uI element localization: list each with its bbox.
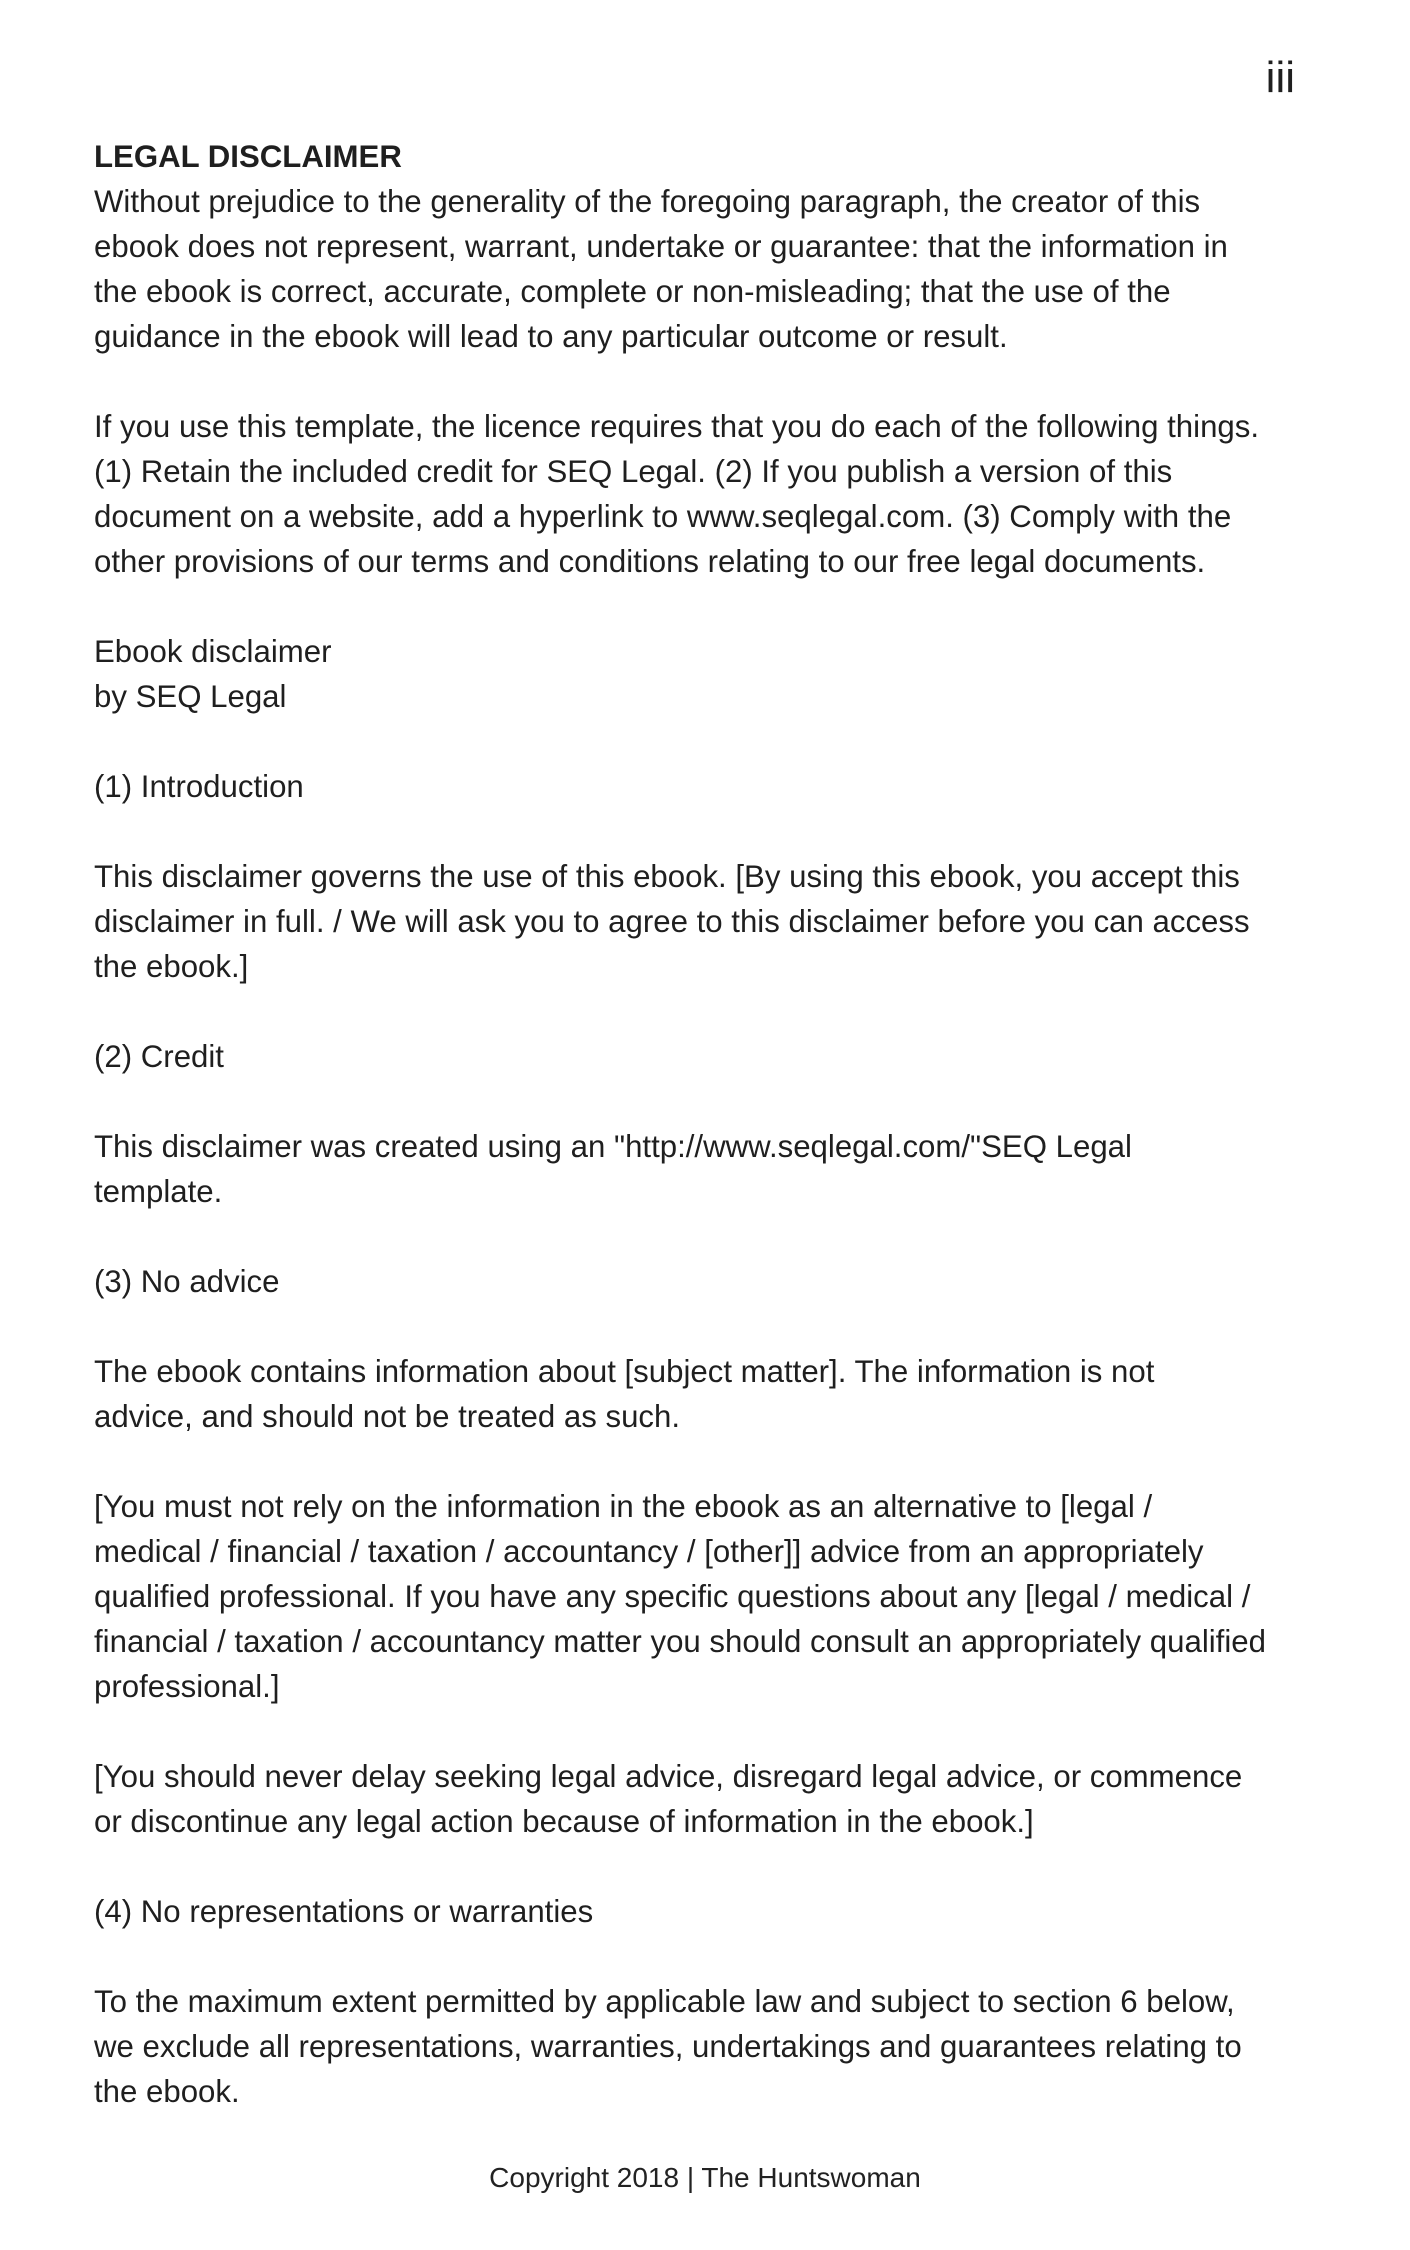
text-line: template.: [94, 1174, 223, 1209]
text-line: To the maximum extent permitted by applicable law and subject to section 6 below,: [94, 1984, 1235, 2019]
no-warranties-paragraph: [94, 1979, 1324, 2114]
text-line: financial / taxation / accountancy matter you should consult an appropriately qualified: [94, 1624, 1266, 1659]
disclaimer-title: LEGAL DISCLAIMER: [94, 139, 402, 174]
disclaimer-body: [94, 134, 1324, 2114]
ebook-title: Ebook disclaimer: [94, 634, 332, 669]
text-line: the ebook.]: [94, 949, 249, 984]
text-line: the ebook.: [94, 2074, 240, 2109]
text-line: ebook does not represent, warrant, undertake or guarantee: that the information in: [94, 229, 1228, 264]
introduction-paragraph: [94, 854, 1324, 989]
text-line: The ebook contains information about [subject matter]. The information is not: [94, 1354, 1155, 1389]
text-line: or discontinue any legal action because of information in the ebook.]: [94, 1804, 1034, 1839]
page-number: iii: [1265, 53, 1295, 102]
section-heading-no-warranties: (4) No representations or warranties: [94, 1894, 594, 1929]
text-line: [You must not rely on the information in the ebook as an alternative to [legal /: [94, 1489, 1153, 1524]
text-line: If you use this template, the licence requires that you do each of the following things.: [94, 409, 1260, 444]
licence-paragraph: [94, 404, 1324, 584]
credit-paragraph: [94, 1124, 1324, 1214]
text-line: This disclaimer was created using an "http://www.seqlegal.com/"SEQ Legal: [94, 1129, 1132, 1164]
text-line: we exclude all representations, warranties, undertakings and guarantees relating to: [94, 2029, 1242, 2064]
text-line: [You should never delay seeking legal advice, disregard legal advice, or commence: [94, 1759, 1243, 1794]
text-line: guidance in the ebook will lead to any particular outcome or result.: [94, 319, 1008, 354]
text-line: qualified professional. If you have any specific questions about any [legal / medical /: [94, 1579, 1251, 1614]
text-line: document on a website, add a hyperlink to www.seqlegal.com. (3) Comply with the: [94, 499, 1232, 534]
text-line: the ebook is correct, accurate, complete or non-misleading; that the use of the: [94, 274, 1171, 309]
text-line: Without prejudice to the generality of the foregoing paragraph, the creator of this: [94, 184, 1201, 219]
section-heading-no-advice: (3) No advice: [94, 1264, 280, 1299]
section-heading-introduction: (1) Introduction: [94, 769, 304, 804]
no-advice-paragraph-1: [94, 1349, 1324, 1439]
text-line: This disclaimer governs the use of this ebook. [By using this ebook, you accept this: [94, 859, 1240, 894]
no-advice-paragraph-3: [94, 1754, 1324, 1844]
no-advice-paragraph-2: [94, 1484, 1324, 1709]
intro-paragraph: [94, 179, 1324, 359]
text-line: (1) Retain the included credit for SEQ Legal. (2) If you publish a version of this: [94, 454, 1173, 489]
section-heading-credit: (2) Credit: [94, 1039, 224, 1074]
text-line: disclaimer in full. / We will ask you to agree to this disclaimer before you can access: [94, 904, 1250, 939]
page-footer: Copyright 2018 | The Huntswoman: [489, 2162, 921, 2193]
text-line: advice, and should not be treated as such.: [94, 1399, 681, 1434]
ebook-byline: by SEQ Legal: [94, 679, 287, 714]
text-line: professional.]: [94, 1669, 280, 1704]
text-line: other provisions of our terms and conditions relating to our free legal documents.: [94, 544, 1206, 579]
ebook-title-block: [94, 629, 1324, 719]
text-line: medical / financial / taxation / accountancy / [other]] advice from an appropriately: [94, 1534, 1204, 1569]
